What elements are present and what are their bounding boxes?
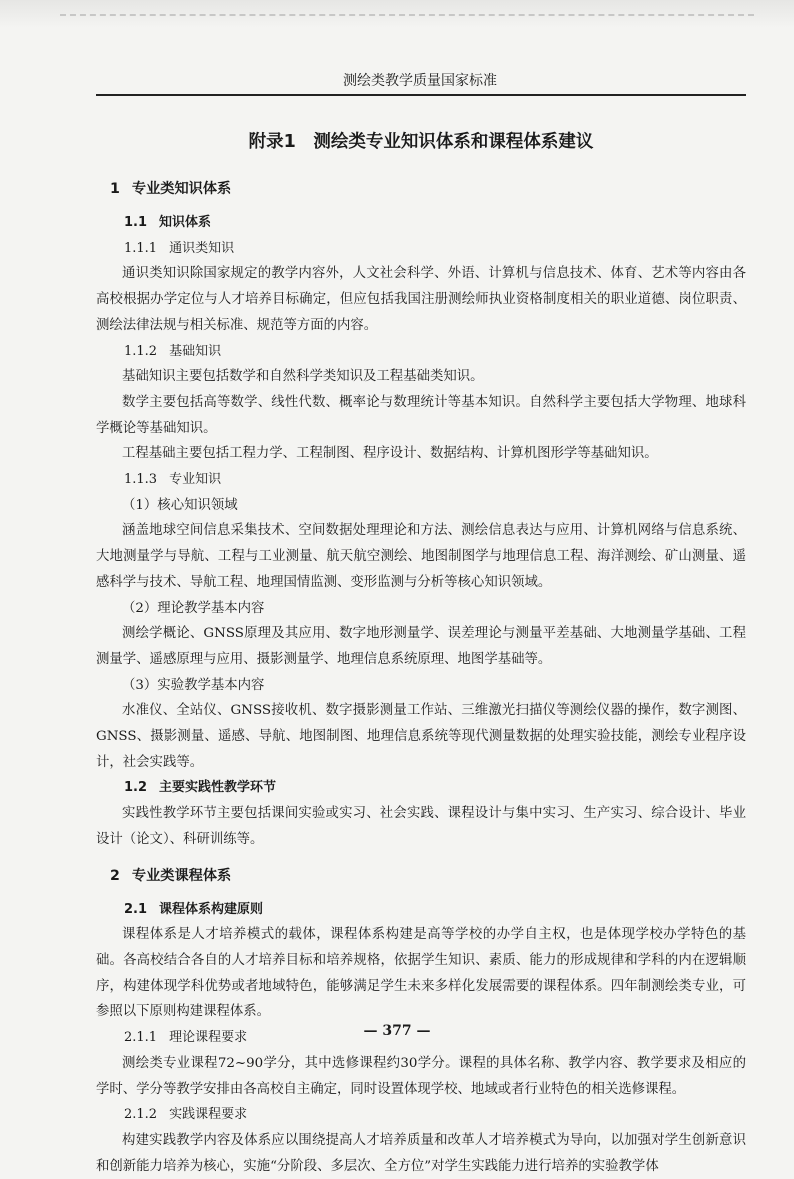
- paragraph: 水准仪、全站仪、GNSS接收机、数字摄影测量工作站、三维激光扫描仪等测绘仪器的操作，数字测图、GNSS、摄影测量、遥感、导航、地图制图、地理信息系统等现代测量数据的处理实验技能，测绘专业程序设计，社会实践等。: [96, 703, 746, 770]
- subsubsection-heading-1-1-2: [124, 339, 746, 365]
- spacer: [96, 853, 746, 859]
- section-title: 知识体系: [159, 215, 212, 230]
- document-body: [96, 118, 746, 1179]
- paragraph: 工程基础主要包括工程力学、工程制图、程序设计、数据结构、计算机图形学等基础知识。: [122, 446, 658, 462]
- subsection-heading-2-1: [124, 897, 746, 923]
- list-item-heading: （2）理论教学基本内容: [122, 600, 265, 616]
- paragraph: 基础知识主要包括数学和自然科学类知识及工程基础类知识。: [122, 369, 484, 385]
- section-number: 2.1.1: [124, 1030, 158, 1046]
- subsection-heading-1-2: [124, 775, 746, 801]
- section-title: 基础知识: [169, 343, 222, 359]
- paragraph: 数学主要包括高等数学、线性代数、概率论与数理统计等基本知识。自然科学主要包括大学物理、地球科学概论等基础知识。: [96, 394, 746, 436]
- paragraph: 实践性教学环节主要包括课间实验或实习、社会实践、课程设计与集中实习、生产实习、综合设计、毕业设计（论文）、科研训练等。: [96, 806, 746, 847]
- section-number: 1.1: [124, 215, 148, 230]
- section-heading-2: [110, 861, 746, 891]
- section-title: 主要实践性教学环节: [159, 780, 277, 796]
- list-item-heading: （3）实验教学基本内容: [122, 677, 265, 693]
- paragraph: 通识类知识除国家规定的教学内容外，人文社会科学、外语、计算机与信息技术、体育、艺术等内容由各高校根据办学定位与人才培养目标确定，但应包括我国注册测绘师执业资格制度相关的职业道德、岗位职责、测绘法律法规与相关标准、规范等方面的内容。: [96, 266, 746, 333]
- section-number: 1.1.3: [124, 472, 158, 488]
- paragraph: 测绘类专业课程72~90学分，其中选修课程约30学分。课程的具体名称、教学内容、教学要求及相应的学时、学分等教学安排由各高校自主确定，同时设置体现学校、地域或者行业特色的相关选修课程。: [96, 1055, 746, 1097]
- section-number: 2.1.2: [124, 1107, 158, 1123]
- page-number: — 377 —: [363, 1023, 431, 1039]
- paragraph: 构建实践教学内容及体系应以围绕提高人才培养质量和改革人才培养模式为导向，以加强对学生创新意识和创新能力培养为核心，实施“分阶段、多层次、全方位”对学生实践能力进行培养的实验教学体: [96, 1132, 746, 1174]
- section-title: 实践课程要求: [169, 1107, 248, 1123]
- section-number: 1: [110, 181, 120, 197]
- paragraph: 课程体系是人才培养模式的载体，课程体系构建是高等学校的办学自主权，也是体现学校办学特色的基础。各高校结合各自的人才培养目标和培养规格，依据学生知识、素质、能力的形成规律和学科的内在逻辑顺序，构建体现学科优势或者地域特色，能够满足学生未来多样化发展需要的课程体系。四年制测绘类专业，可参照以下原则构建课程体系。: [96, 927, 746, 1020]
- list-item-heading: （1）核心知识领域: [122, 497, 238, 513]
- section-number: 1.1.1: [124, 240, 158, 256]
- section-title: 课程体系构建原则: [159, 901, 264, 917]
- section-number: 1.1.2: [124, 343, 158, 359]
- section-number: 1.2: [124, 780, 148, 796]
- header-rule: [96, 94, 746, 96]
- scan-artifact: [60, 14, 754, 18]
- subsubsection-heading-1-1-1: [124, 236, 746, 262]
- appendix-title: 附录1 测绘类专业知识体系和课程体系建议: [248, 132, 594, 152]
- section-number: 2.1: [124, 901, 148, 917]
- paragraph: 涵盖地球空间信息采集技术、空间数据处理理论和方法、测绘信息表达与应用、计算机网络与信息系统、大地测量学与导航、工程与工业测量、航天航空测绘、地图制图学与地理信息工程、海洋测绘、矿山测量、遥感科学与技术、导航工程、地理国情监测、变形监测与分析等核心知识领域。: [96, 523, 746, 590]
- running-head: 测绘类教学质量国家标准: [343, 73, 497, 89]
- section-title: 专业类课程体系: [131, 867, 232, 884]
- section-number: 2: [110, 867, 120, 884]
- section-title: 专业类知识体系: [131, 181, 232, 197]
- subsubsection-heading-2-1-2: [124, 1102, 746, 1128]
- section-title: 理论课程要求: [169, 1030, 248, 1046]
- subsection-heading-1-1: [124, 210, 746, 236]
- section-heading-1: [110, 174, 746, 204]
- subsubsection-heading-1-1-3: [124, 467, 746, 493]
- section-title: 通识类知识: [169, 240, 235, 256]
- section-title: 专业知识: [169, 472, 222, 488]
- paragraph: 测绘学概论、GNSS原理及其应用、数字地形测量学、误差理论与测量平差基础、大地测量学基础、工程测量学、遥感原理与应用、摄影测量学、地理信息系统原理、地图学基础等。: [96, 626, 746, 667]
